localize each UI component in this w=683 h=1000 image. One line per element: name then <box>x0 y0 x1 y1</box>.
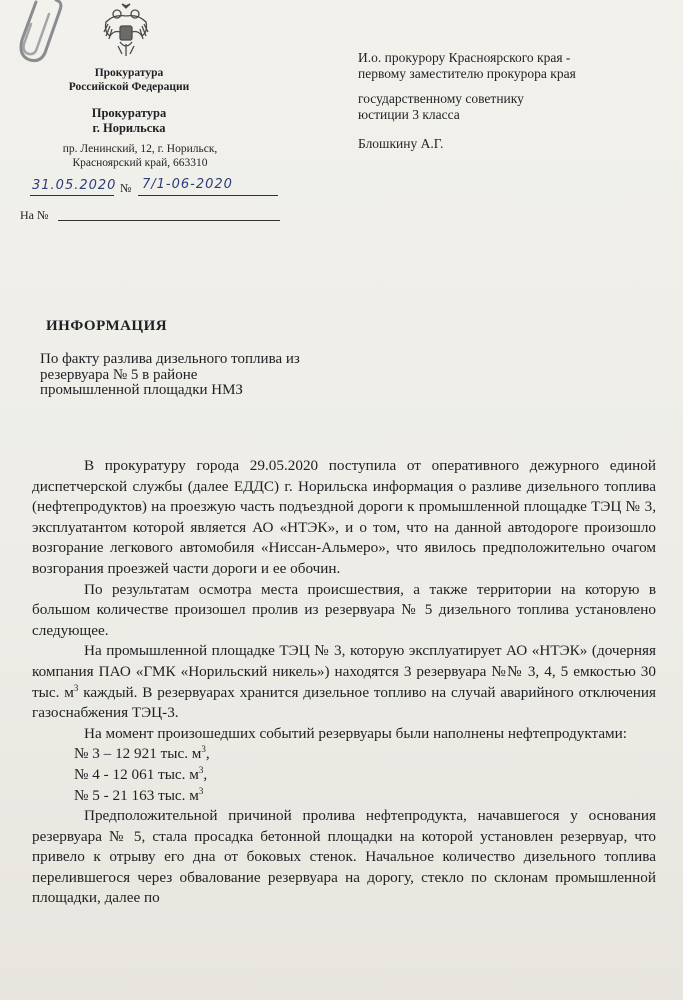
number-underline <box>138 195 278 196</box>
paragraph-5: Предположительной причиной пролива нефтепродукта, начавшегося у основания резервуара № 5, стала просадка бетонной площадки на которой установлен резервуар, что привело к отрыву его дна от боковых стенок. Начальное количество дизельного топлива перелившегося через обвалование резервуара на дорогу, стекло по склонам промышленной площадки, далее по <box>32 807 656 907</box>
coat-of-arms-icon <box>100 2 152 58</box>
reference-underline <box>58 220 280 221</box>
paper-clip-icon <box>14 0 74 70</box>
volume-item: № 4 - 12 061 тыс. $м^3$, <box>74 764 208 783</box>
number-sign: № <box>120 181 132 195</box>
org-line-1: Прокуратура <box>94 67 164 79</box>
volume-item: № 5 - 21 163 тыс. $м^3$ <box>74 785 204 804</box>
registration-date: 31.05.2020 <box>32 178 117 193</box>
document-subject: По факту разлива дизельного топлива из резервуара № 5 в районе промышленной площадки НМЗ <box>40 351 300 398</box>
addressee-line-4: юстиции 3 класса <box>358 106 460 122</box>
office-line-1: Прокуратура <box>91 106 167 120</box>
addressee-block <box>358 50 678 152</box>
office-address <box>30 142 250 170</box>
volume-item: № 3 – 12 921 тыс. $м^3$, <box>74 744 210 763</box>
document-title: ИНФОРМАЦИЯ <box>46 318 168 334</box>
addressee-line-2: первому заместителю прокурора края <box>358 65 576 81</box>
addressee-line-3: государственному советнику <box>358 91 524 106</box>
office-line-2: г. Норильска <box>92 121 166 135</box>
paragraph-4: На момент произошедших событий резервуары были наполнены нефтепродуктами: <box>84 724 628 742</box>
addressee-line-1: И.о. прокурору Красноярского края - <box>358 50 571 65</box>
reference-label: На № <box>20 208 49 222</box>
paragraph-3-tail: каждый. В резервуарах хранится дизельное топливо на случай аварийного отключения газоснабжения ТЭЦ-3. <box>32 683 657 722</box>
paragraph-2: По результатам осмотра места происшествия, а также территории на которую в большом количестве произошел пролив из резервуара № 5 дизельного топлива установлено следующее. <box>32 580 656 639</box>
office-name <box>62 106 196 136</box>
registration-number: 7/1-06-2020 <box>142 177 233 192</box>
paragraph-3 <box>32 641 656 723</box>
org-line-2: Российской Федерации <box>68 81 190 93</box>
addressee-name: Блошкину А.Г. <box>358 136 444 151</box>
paragraph-3-text: На промышленной площадке ТЭЦ № 3, которую эксплуатирует АО «НТЭК» (дочерняя компания ПАО «ГМК «Норильский никель») находятся 3 резервуара №№ 3, 4, 5 емкостью 30 тыс. м <box>32 642 656 701</box>
date-underline <box>30 195 114 196</box>
address-line-2: Красноярский край, 663310 <box>72 157 208 169</box>
reference-line <box>20 208 48 223</box>
paragraph-3-superscript: 3 <box>73 682 79 693</box>
document-body <box>32 456 656 909</box>
registration-line <box>20 176 280 198</box>
address-line-1: пр. Ленинский, 12, г. Норильск, <box>62 143 218 155</box>
paragraph-1: В прокуратуру города 29.05.2020 поступила от оперативного дежурного единой диспетчерской службы (далее ЕДДС) г. Норильска информация о разливе дизельного топлива (нефтепродуктов) на проезжую часть подъездной дороги к промышленной площадке ТЭЦ № 3, эксплуатантом которой является АО «НТЭК», и о том, что на данной автодороге произошло возгорание легкового автомобиля «Ниссан-Альмеро», что явилось предположительно очагом возгорания проезжей части дороги и ее обочин. <box>32 457 656 577</box>
org-name <box>62 66 196 94</box>
